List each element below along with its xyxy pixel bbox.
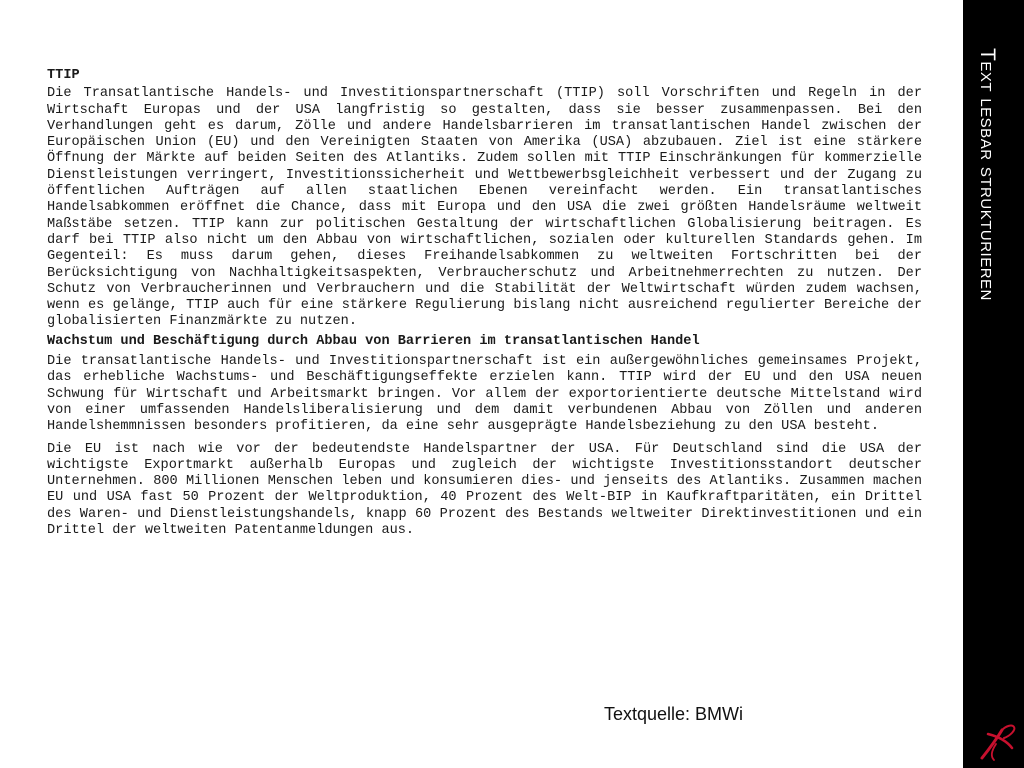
sidebar-title: Text lesbar strukturieren bbox=[976, 48, 999, 301]
paragraph-trade-partner: Die EU ist nach wie vor der bedeutendste Handelspartner der USA. Für Deutschland sind die USA der wichtigste Exportmarkt außerhalb Europas und zugleich der wichtigste Investitionsstandort deutscher Unternehmen. 800 Millionen Menschen leben und konsumieren dies- und jenseits des Atlantiks. Zusammen machen EU und USA fast 50 Prozent der Weltproduktion, 40 Prozent des Welt-BIP in Kaufkraftparitäten, ein Drittel des Waren- und Dienstleistungshandels, knapp 60 Prozent des Bestands weltweiter Direktinvestitionen und ein Drittel der weltweiten Patentanmeldungen aus. bbox=[47, 441, 922, 539]
paragraph-intro: Die Transatlantische Handels- und Investitionspartnerschaft (TTIP) soll Vorschriften und Regeln in der Wirtschaft Europas und der USA langfristig so gestalten, dass sie besser zusammenpassen. Bei den Verhandlungen geht es darum, Zölle und andere Handelsbarrieren im transatlantischen Handel zwischen der Europäischen Union (EU) und den Vereinigten Staaten von Amerika (USA) abzubauen. Ziel ist eine stärkere Öffnung der Märkte auf beiden Seiten des Atlantiks. Zudem sollen mit TTIP Einschränkungen für kommerzielle Dienstleistungen verringert, Investitionssicherheit und Wettbewerbsgleichheit verbessert und der Zugang zu öffentlichen Aufträgen auf allen staatlichen Ebenen vereinfacht werden. Ein transatlantisches Handelsabkommen eröffnet die Chance, dass mit Europa und den USA die zwei größten Handelsräume weltweit Maßstäbe setzen. TTIP kann zur politischen Gestaltung der wirtschaftlichen Globalisierung beitragen. Es darf bei TTIP also nicht um den Abbau von wirtschaftlichen, sozialen oder kulturellen Standards gehen. Im Gegenteil: Es muss darum gehen, dieses Freihandelsabkommen zu weltweiten Fortschritten bei der Berücksichtigung von Nachhaltigkeitsaspekten, Verbraucherschutz und Arbeitnehmerrechten zu nutzen. Der Schutz von Verbraucherinnen und Verbrauchern und die Stabilität der Weltwirtschaft würden zudem wachsen, wenn es gelänge, TTIP auch für eine stärkere Regulierung bislang nicht ausreichend regulierter Bereiche der globalisierten Finanzmärkte zu nutzen. bbox=[47, 86, 922, 330]
source-caption: Textquelle: BMWi bbox=[604, 704, 744, 724]
document-body bbox=[47, 68, 922, 539]
document-heading: TTIP bbox=[47, 68, 80, 83]
section-subheading: Wachstum und Beschäftigung durch Abbau von Barrieren im transatlantischen Handel bbox=[47, 333, 700, 349]
sidebar bbox=[963, 0, 1024, 768]
brush-logo-icon bbox=[976, 718, 1018, 764]
paragraph-growth: Die transatlantische Handels- und Investitionspartnerschaft ist ein außergewöhnliches gemeinsames Projekt, das erhebliche Wachstums- und Beschäftigungseffekte erzielen kann. TTIP wird der EU und den USA neuen Schwung für Wirtschaft und Arbeitsmarkt bringen. Vor allem der exportorientierte deutsche Mittelstand wird von einer umfassenden Handelsliberalisierung und dem damit verbundenen Abbau von Zöllen und anderen Handelshemmnissen besonders profitieren, da eine sehr ausgeprägte Handelsbeziehung zu den USA besteht. bbox=[47, 354, 922, 435]
